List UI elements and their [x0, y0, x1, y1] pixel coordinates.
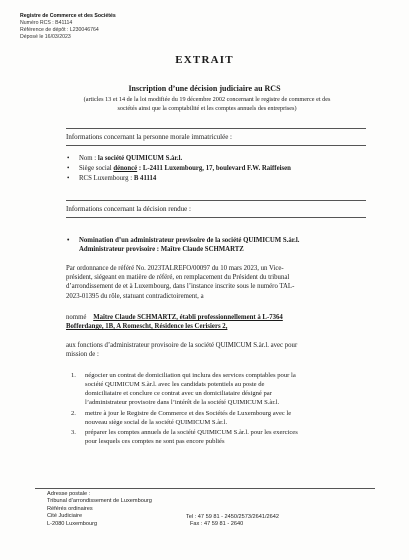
postal-address [47, 491, 152, 528]
address-line: Tribunal d’arrondissement de Luxembourg [47, 498, 152, 505]
item-line: domiciliataire et conclure ce contrat avec un domiciliataire désigné par [85, 389, 272, 397]
appointment-line [66, 313, 368, 322]
deposit-date: Déposé le 16/03/2023 [20, 34, 71, 40]
section-heading-decision: Informations concernant la décision rendue : [66, 205, 191, 213]
registry-header [20, 13, 116, 41]
contact-numbers [186, 514, 279, 529]
list-item: • RCS Luxembourg : B 41114 [67, 175, 157, 182]
section-heading-company: Informations concernant la personne morale immatriculée : [66, 133, 232, 141]
rcs-number: Numéro RCS : B41114 [20, 20, 73, 26]
divider [66, 217, 366, 218]
registry-name: Registre de Commerce et des Sociétés [20, 13, 116, 19]
item-number: 3. [71, 429, 76, 436]
decision-summary-line: Administrateur provisoire : Maître Claude SCHMARTZ [79, 246, 244, 253]
deposit-reference: Référence de dépôt : L230046764 [20, 27, 99, 33]
mission-item [71, 410, 367, 428]
appointee-address: Bofferdange, 1B, A Romescht, Résidence les Cerisiers 2, [66, 323, 228, 331]
legal-basis-line: (articles 13 et 14 de la loi modifiée du 19 décembre 2002 concernant le registre de commerce et des [83, 96, 331, 103]
divider [66, 200, 366, 201]
paragraph-line: 2023-01395 du rôle, statuant contradictoirement, a [66, 292, 204, 300]
item-line: société QUIMICUM S.àr.l. avec les candidats potentiels au poste de [85, 380, 265, 388]
item-line: l’administrateur provisoire dans l’intérêt de la société QUIMICUM S.àr.l. [85, 398, 280, 406]
mission-item [71, 429, 367, 447]
item-number: 1. [71, 372, 76, 379]
item-line: nouveau siège social de la société QUIMICUM S.àr.l. [85, 418, 228, 426]
ruling-paragraph [66, 264, 368, 301]
field-label: Siège social [79, 165, 112, 172]
field-value: : L-2411 Luxembourg, 17, boulevard F.W. Raiffeisen [138, 165, 291, 172]
field-value: B 41114 [133, 175, 157, 182]
appointment-verb: nommé [66, 314, 87, 321]
paragraph-line: Par ordonnance de référé No. 2023TALREFO/00097 du 10 mars 2023, un Vice- [66, 265, 284, 272]
paragraph-line: président, siégeant en matière de référé, en remplacement du Président du tribunal [66, 274, 290, 282]
footer-divider [35, 488, 375, 489]
phone-number: Tel : 47 59 81 - 2450/2573/2641/2642 [186, 514, 279, 520]
address-line: L-2080 Luxembourg [47, 520, 98, 527]
divider [66, 145, 366, 146]
document-subtitle: Inscription d’une décision judiciaire au RCS [128, 84, 281, 93]
fax-number: Fax : 47 59 81 - 2640 [190, 521, 244, 528]
field-label-status: dénoncé [113, 165, 138, 172]
legal-basis-note [48, 96, 366, 113]
item-line: négocier un contrat de domiciliation qui inclura des services comptables pour la [85, 372, 296, 379]
paragraph-line: d’arrondissement de et à Luxembourg, dans l’instance inscrite sous le numéro TAL- [66, 283, 295, 291]
address-line: Référés ordinaires [47, 505, 93, 512]
address-line: Adresse postale : [47, 491, 91, 497]
paragraph-line: mission de : [66, 351, 99, 359]
appointee-address: Maître Claude SCHMARTZ, établi professionnellement à L-7364 [93, 314, 283, 321]
field-value: la société QUIMICUM S.àr.l. [97, 155, 183, 162]
item-line: pour lesquels ces comptes ne sont pas encore publiés [85, 437, 225, 445]
divider [66, 128, 366, 129]
mission-item [71, 372, 367, 408]
mission-intro [66, 341, 368, 359]
list-item: • Siège social dénoncé : L-2411 Luxembourg, 17, boulevard F.W. Raiffeisen [67, 165, 291, 172]
paragraph-line: aux fonctions d’administrateur provisoire de la société QUIMICUM S.àr.l. avec pour [66, 342, 298, 349]
legal-basis-line: sociétés ainsi que la comptabilité et les comptes annuels des entreprises) [117, 104, 297, 112]
decision-summary-line: Nomination d’un administrateur provisoire de la société QUIMICUM S.àr.l. [79, 237, 300, 244]
item-line: mettre à jour le Registre de Commerce et des Sociétés de Luxembourg avec le [85, 410, 292, 417]
document-title: EXTRAIT [175, 54, 234, 66]
field-label: Nom : [79, 155, 97, 162]
decision-summary: • Nomination d’un administrateur provisoire de la société QUIMICUM S.àr.l. Administrateur provisoire : Maître Claude SCHMARTZ [67, 237, 300, 253]
field-label: RCS Luxembourg : [79, 175, 133, 182]
item-number: 2. [71, 410, 76, 417]
item-line: préparer les comptes annuels de la société QUIMICUM S.àr.l. pour les exercices [85, 429, 298, 436]
appointment-paragraph [66, 313, 368, 331]
address-line: Cité Judiciaire [47, 513, 83, 520]
list-item: • Nom : la société QUIMICUM S.àr.l. [67, 155, 183, 162]
